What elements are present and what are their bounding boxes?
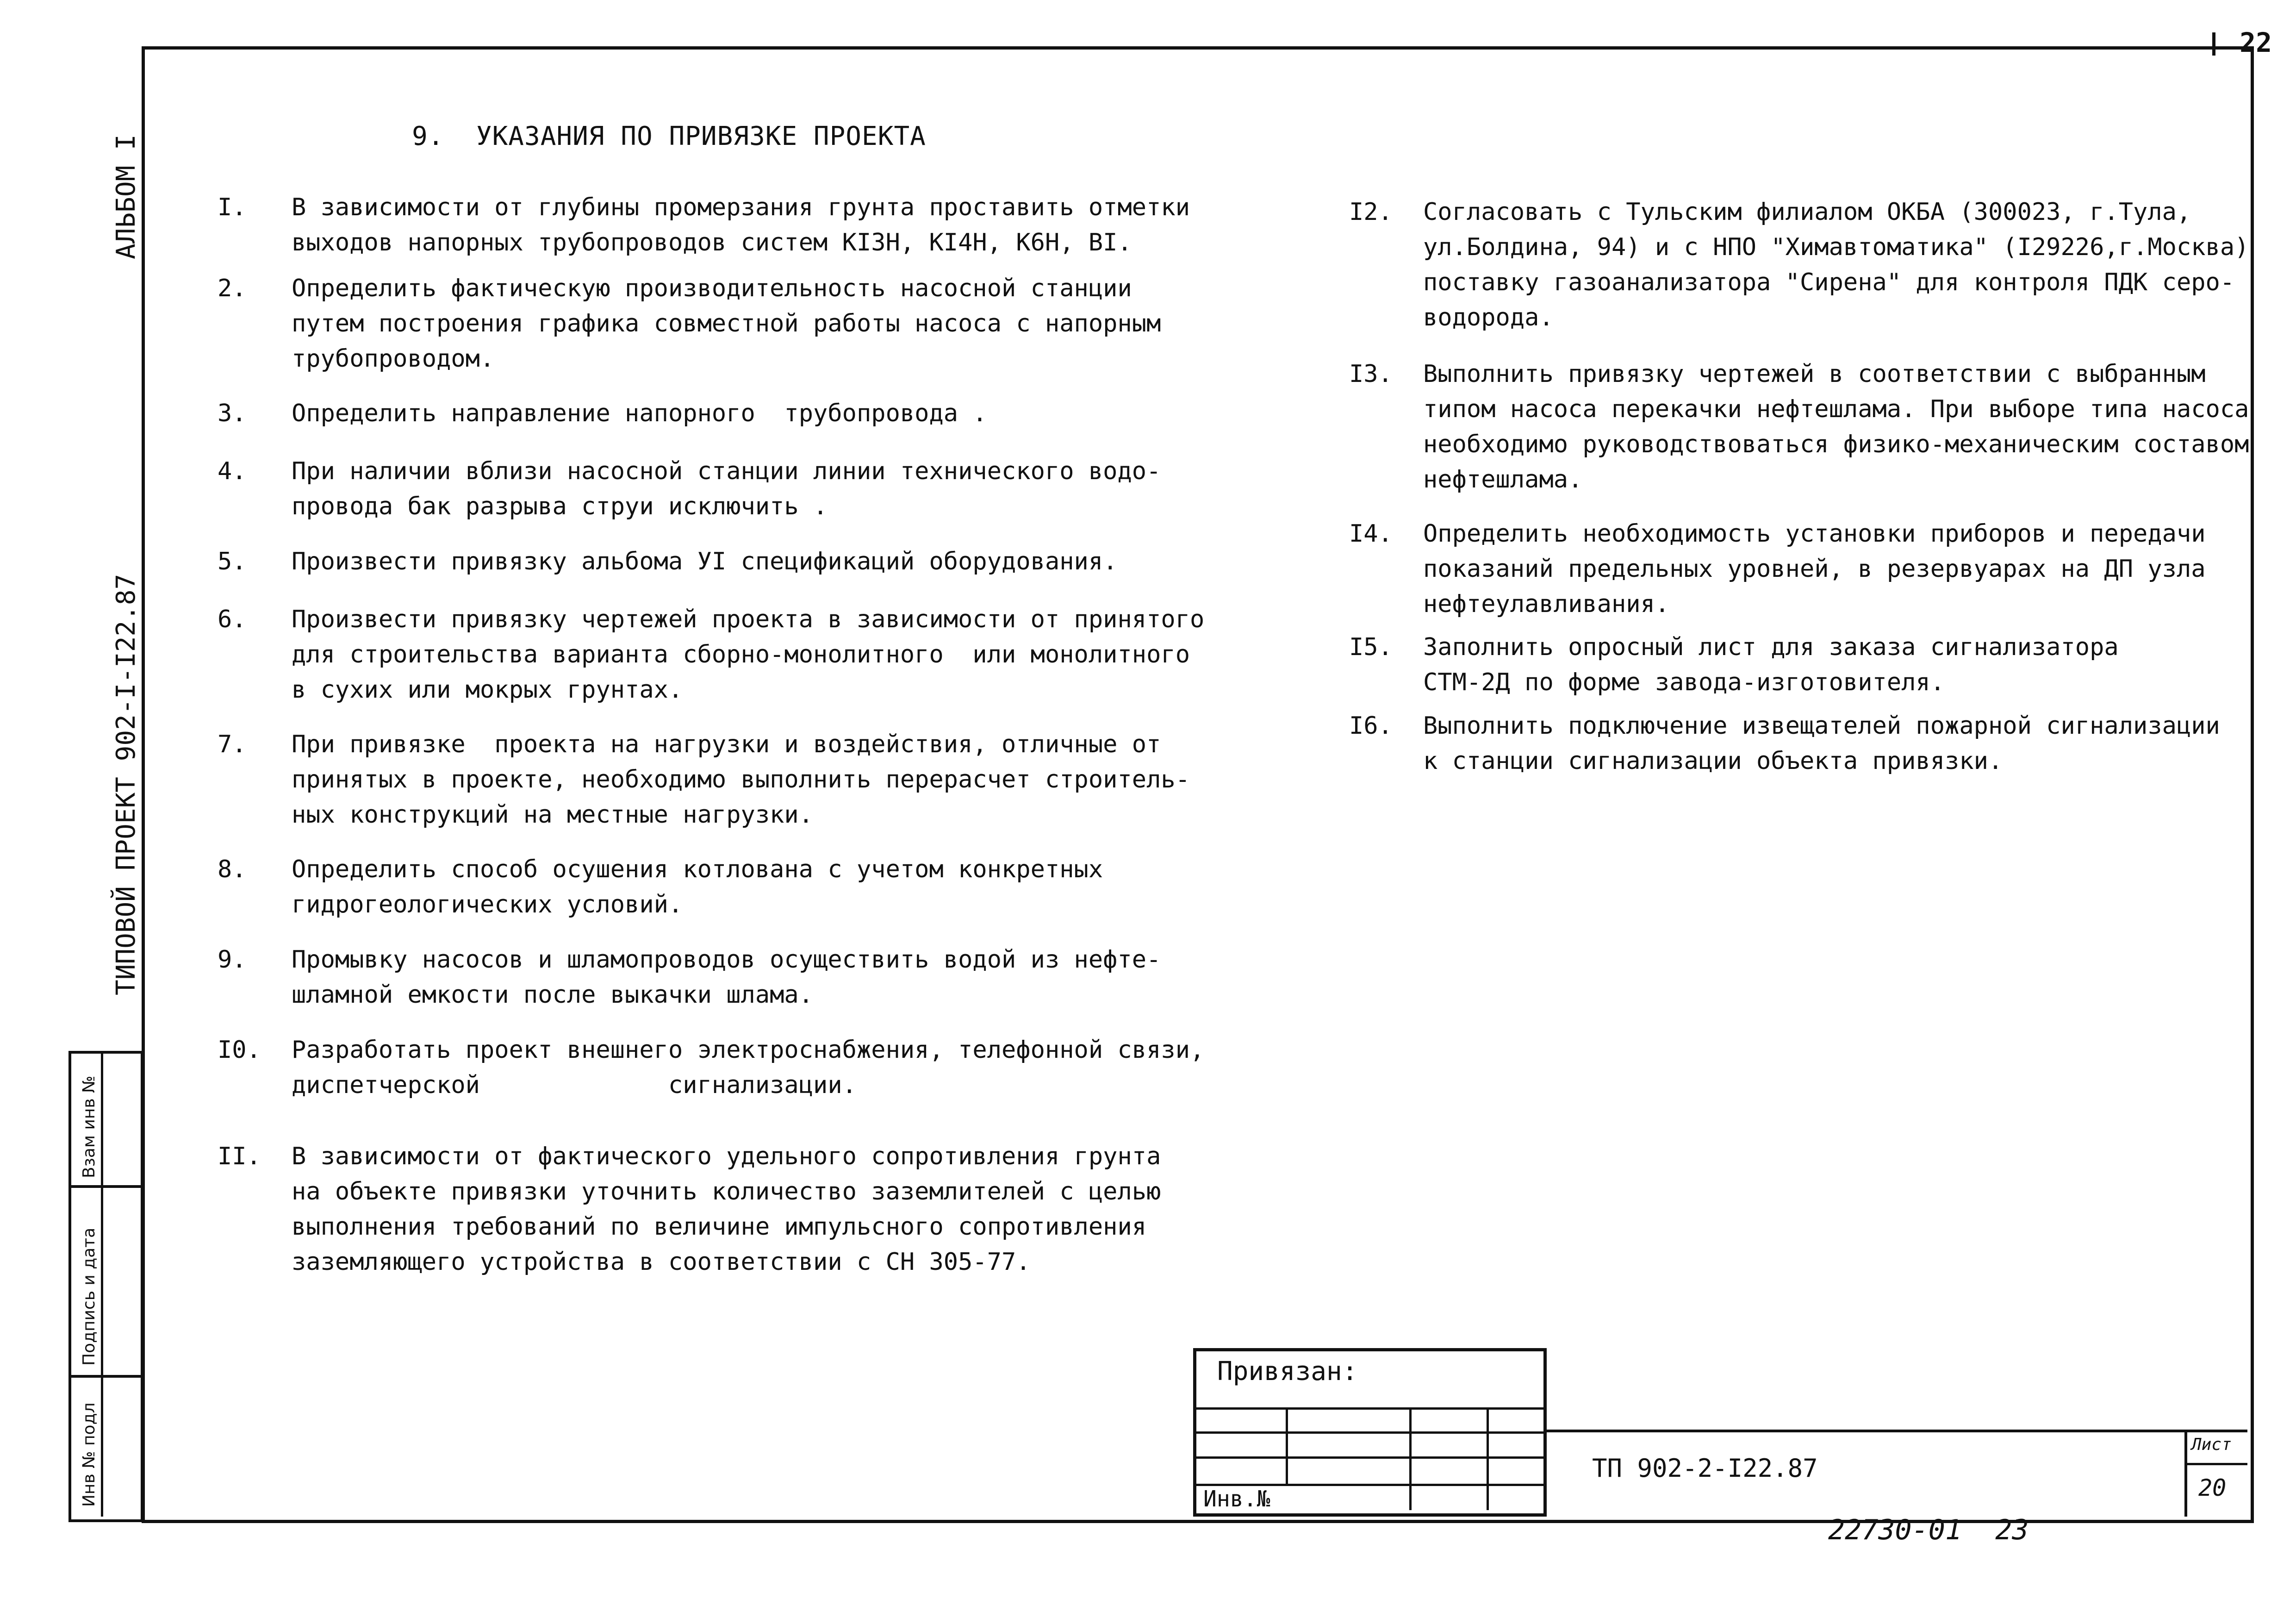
inv-no-label: Инв.№ [1203, 1486, 1270, 1512]
list-value: 20 [2198, 1474, 2227, 1501]
project-code: ТП 902-2-I22.87 [1592, 1454, 1818, 1483]
item-line: Согласовать с Тульским филиалом ОКБА (300023, г.Тула, [1423, 198, 2191, 226]
privyazan-col2 [1409, 1407, 1412, 1510]
item-line: ных конструкций на местные нагрузки. [292, 801, 814, 829]
item-number: I0. [218, 1036, 261, 1064]
margin-stamp-div2 [68, 1375, 143, 1378]
item-text [292, 852, 1103, 922]
privyazan-col3 [1487, 1407, 1489, 1510]
item-text [1423, 194, 2249, 335]
page-number-top: 22 [2240, 27, 2272, 58]
vzam-inv-label: Взам инв № [80, 1075, 99, 1178]
bottom-number: 22730-01 23 [1828, 1514, 2029, 1546]
item-number: 5. [218, 548, 247, 575]
margin-stamp-col [101, 1051, 103, 1517]
privyazan-label: Привязан: [1217, 1356, 1358, 1387]
item-number: 3. [218, 400, 247, 427]
item-text [292, 190, 1190, 260]
item-text [1423, 516, 2206, 622]
item-line: путем построения графика совместной работы насоса с напорным [292, 310, 1161, 337]
top-number-tick [2212, 32, 2215, 56]
item-text [1423, 708, 2220, 779]
podpis-data-label: Подпись и дата [80, 1227, 99, 1366]
item-line: Определить необходимость установки приборов и передачи [1423, 520, 2206, 548]
item-number: I4. [1349, 520, 1393, 548]
item-text [1423, 356, 2249, 497]
item-number: 9. [218, 946, 247, 974]
item-line: показаний предельных уровней, в резервуарах на ДП узла [1423, 555, 2206, 583]
item-line: нефтеулавливания. [1423, 590, 1670, 618]
item-line: Выполнить подключение извещателей пожарной сигнализации [1423, 712, 2220, 740]
item-line: выполнения требований по величине импульсного сопротивления [292, 1213, 1147, 1241]
item-text [292, 1032, 1204, 1103]
item-line: Разработать проект внешнего электроснабжения, телефонной связи, [292, 1036, 1205, 1064]
item-line: выходов напорных трубопроводов систем КI3Н, КI4Н, К6Н, ВI. [292, 229, 1132, 256]
item-line: нефтешлама. [1423, 466, 1583, 493]
item-number: 7. [218, 731, 247, 758]
item-line: При привязке проекта на нагрузки и воздействия, отличные от [292, 731, 1161, 758]
item-line: Определить направление напорного трубопровода . [292, 400, 987, 427]
item-line: шламной емкости после выкачки шлама. [292, 981, 814, 1009]
privyazan-row3 [1193, 1456, 1543, 1459]
item-number: 2. [218, 275, 247, 302]
title-block-top [1543, 1430, 2247, 1432]
list-col [2184, 1430, 2187, 1517]
item-line: провода бак разрыва струи исключить . [292, 493, 828, 520]
item-text [292, 454, 1161, 524]
item-line: на объекте привязки уточнить количество заземлителей с целью [292, 1178, 1161, 1206]
album-label: АЛЬБОМ I [111, 134, 141, 259]
list-row [2184, 1463, 2247, 1465]
item-line: типом насоса перекачки нефтешлама. При выборе типа насоса [1423, 395, 2249, 423]
margin-stamp-div1 [68, 1185, 143, 1188]
item-line: ул.Болдина, 94) и с НПО "Химавтоматика" (I29226,г.Москва) [1423, 233, 2249, 261]
item-text [1423, 630, 2119, 700]
item-text [292, 727, 1190, 832]
item-line: заземляющего устройства в соответствии с СН 305-77. [292, 1248, 1031, 1276]
item-line: поставку газоанализатора "Сирена" для контроля ПДК серо- [1423, 269, 2235, 296]
item-number: I2. [1349, 198, 1393, 226]
item-line: В зависимости от фактического удельного сопротивления грунта [292, 1143, 1161, 1170]
privyazan-row2 [1193, 1431, 1543, 1434]
item-number: I5. [1349, 633, 1393, 661]
item-line: гидрогеологических условий. [292, 891, 683, 918]
item-text [292, 602, 1204, 707]
item-line: Произвести привязку альбома УI спецификаций оборудования. [292, 548, 1118, 575]
item-line: Заполнить опросный лист для заказа сигнализатора [1423, 633, 2119, 661]
item-number: 8. [218, 856, 247, 883]
item-number: 4. [218, 457, 247, 485]
item-line: Определить способ осушения котлована с учетом конкретных [292, 856, 1103, 883]
item-number: 6. [218, 606, 247, 633]
item-line: Произвести привязку чертежей проекта в зависимости от принятого [292, 606, 1205, 633]
item-line: для строительства варианта сборно-монолитного или монолитного [292, 641, 1190, 668]
item-line: Выполнить привязку чертежей в соответствии с выбранным [1423, 360, 2206, 388]
item-number: II. [218, 1143, 261, 1170]
item-text [292, 271, 1161, 376]
project-label: ТИПОВОЙ ПРОЕКТ 902-I-I22.87 [111, 574, 141, 995]
section-heading: 9. УКАЗАНИЯ ПО ПРИВЯЗКЕ ПРОЕКТА [412, 121, 926, 151]
item-line: принятых в проекте, необходимо выполнить перерасчет строитель- [292, 766, 1190, 793]
item-text [292, 544, 1117, 579]
item-number: I6. [1349, 712, 1393, 740]
item-text [292, 942, 1161, 1012]
inv-podl-label: Инв № подл [80, 1402, 99, 1507]
item-line: необходимо руководствоваться физико-механическим составом [1423, 431, 2249, 458]
item-line: Промывку насосов и шламопроводов осуществить водой из нефте- [292, 946, 1161, 974]
item-line: Определить фактическую производительность насосной станции [292, 275, 1132, 302]
privyazan-col1 [1286, 1407, 1288, 1486]
privyazan-row1 [1193, 1407, 1543, 1410]
item-line: к станции сигнализации объекта привязки. [1423, 747, 2003, 775]
item-line: водорода. [1423, 304, 1554, 331]
item-text [292, 396, 987, 431]
item-text [292, 1139, 1161, 1280]
item-line: В зависимости от глубины промерзания грунта проставить отметки [292, 194, 1190, 221]
item-line: трубопроводом. [292, 345, 495, 373]
item-number: I3. [1349, 360, 1393, 388]
item-line: СТМ-2Д по форме завода-изготовителя. [1423, 668, 1945, 696]
item-line: При наличии вблизи насосной станции линии технического водо- [292, 457, 1161, 485]
item-line: диспетчерской сигнализации. [292, 1071, 857, 1099]
list-label: Лист [2191, 1435, 2232, 1454]
item-number: I. [218, 194, 247, 221]
item-line: в сухих или мокрых грунтах. [292, 676, 683, 704]
